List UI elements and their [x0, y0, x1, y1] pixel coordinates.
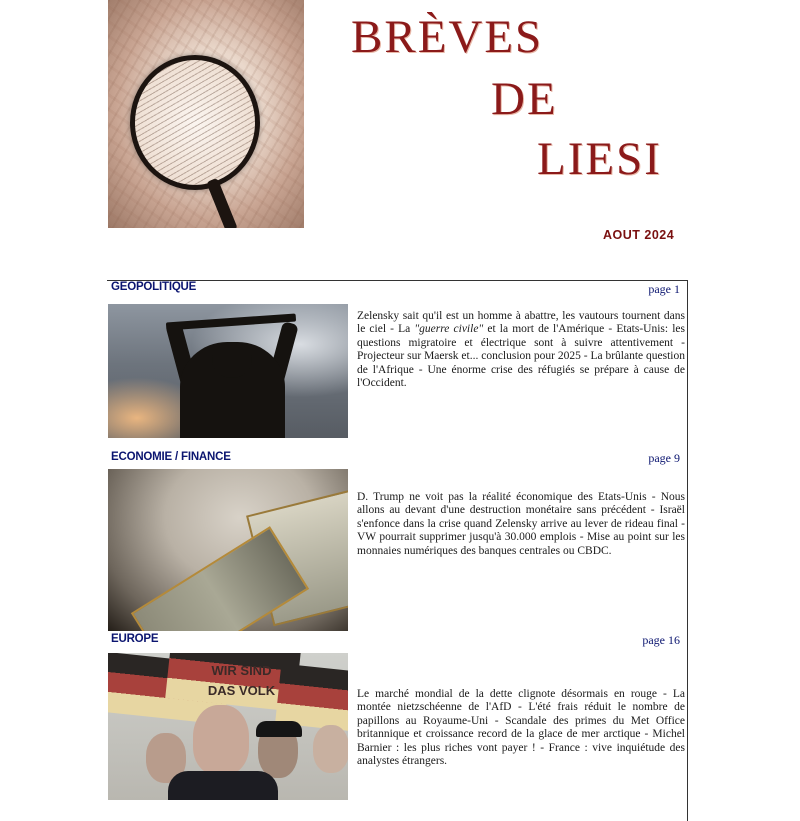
summary-europe: Le marché mondial de la dette clignote désormais en rouge - La montée nietzschéenne de l'AfD - L'été frais réduit le nombre de papillons au Royaume-Uni - Scandale des primes du Met Office britannique et croissance record de la glace de mer arctique - Michel Barnier : les plus riches vont payer ! - France : vive inquiétude des analystes étrangers.: [357, 688, 685, 768]
page-ref-geopolitique[interactable]: page 1: [648, 282, 680, 296]
title-line-2: DE: [491, 73, 558, 125]
page-ref-economie-finance[interactable]: page 9: [648, 451, 680, 465]
banner-line-1: WIR SIND: [211, 663, 272, 678]
page-ref-europe[interactable]: page 16: [642, 633, 680, 647]
summary-italic-text: "guerre civile": [414, 323, 484, 336]
banner-line-2: DAS VOLK: [207, 683, 276, 699]
title-line-3: LIESI: [537, 133, 662, 185]
cover-magnifying-glass-image: [108, 0, 304, 228]
magnifying-glass-icon: [130, 55, 260, 190]
flag-banner-text: [194, 661, 289, 701]
person-shape: [313, 725, 348, 773]
summary-geopolitique: [357, 310, 685, 390]
summary-text: et la mort de l'Amérique - Etats-Unis: les questions migratoire et électrique sont à suivre attentivement - Projecteur sur Maersk et... conclusion pour 2025 - La brûlante question de l'Afrique - Une énorme crise des réfugiés se prépare à cause de l'Occident.: [357, 323, 685, 390]
summary-economie-finance: D. Trump ne voit pas la réalité économique des Etats-Unis - Nous allons au devant d'une destruction monétaire sans précédent - Israël s'enfonce dans la crise quand Zelensky arrive au lever de rideau final - VW pourrait supprimer jusqu'à 30.000 emplois - Mise au point sur les monnaies numériques des banques centrales ou CBDC.: [357, 491, 685, 557]
section-heading-geopolitique[interactable]: GEOPOLITIQUE: [111, 281, 197, 293]
rifle-shape: [166, 313, 296, 330]
person-jacket-shape: [168, 771, 278, 800]
person-face-shape: [193, 705, 249, 775]
section-heading-europe[interactable]: EUROPE: [111, 633, 159, 645]
title-line-1: BRÈVES: [351, 11, 544, 63]
section-heading-economie-finance[interactable]: ECONOMIE / FINANCE: [111, 451, 231, 463]
silhouette-head: [212, 342, 252, 378]
summary-text: Zelensky sait qu'il est un homme à abattre, les vautours tournent dans le ciel - La: [357, 310, 685, 336]
economie-dollar-image: [108, 469, 348, 631]
cap-shape: [256, 721, 302, 737]
issue-date: AOUT 2024: [603, 228, 675, 242]
geopolitique-soldier-image: [108, 304, 348, 438]
europe-rally-image: [108, 653, 348, 800]
